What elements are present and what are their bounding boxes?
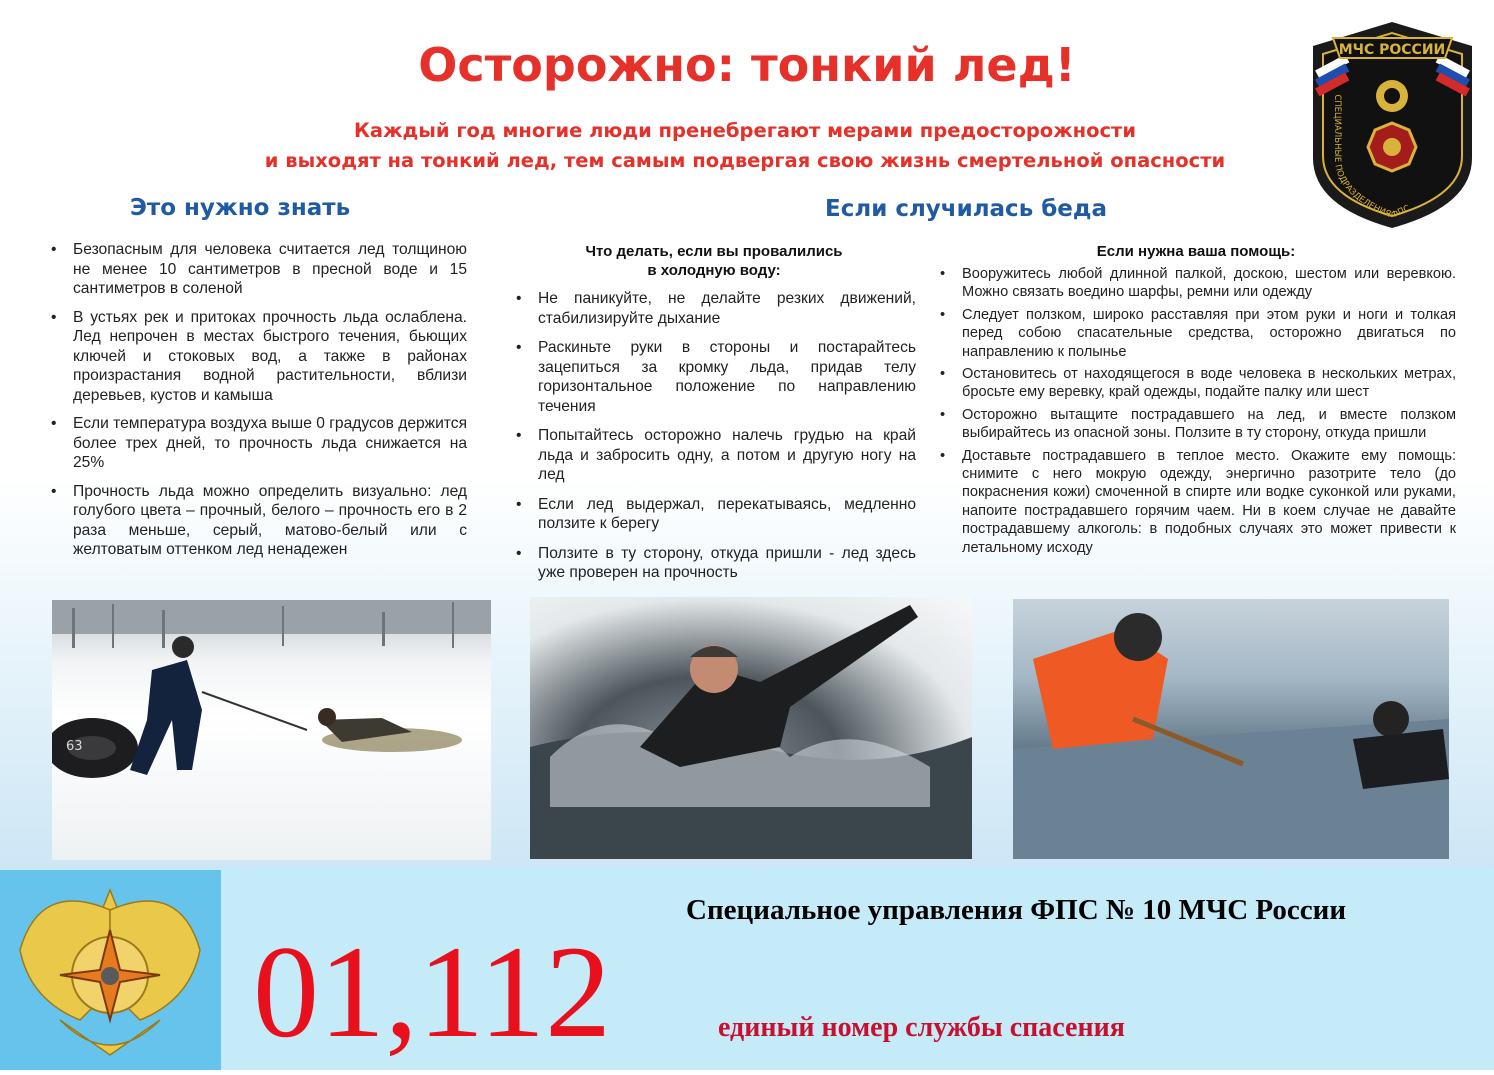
list-item: • Не паникуйте, не делайте резких движений, стабилизируйте дыхание xyxy=(512,289,916,328)
list-item: • Остановитесь от находящегося в воде человека в нескольких метрах, бросьте ему веревку, край одежды, подайте палку или шест xyxy=(936,365,1456,402)
help-heading: Если нужна ваша помощь: xyxy=(1096,243,1296,260)
mchs-fps-emblem xyxy=(1305,18,1480,228)
emblem-top-text: МЧС РОССИИ xyxy=(1338,42,1446,58)
list-item: • Осторожно вытащите пострадавшего на лед, и вместе ползком выбирайтесь из опасной зоны. Ползите в ту сторону, откуда пришли xyxy=(936,406,1456,443)
page-title: Осторожно: тонкий лед! xyxy=(418,38,1076,92)
list-item: • Вооружитесь любой длинной палкой, доскою, шестом или веревкою. Можно связать воедино шарфы, ремни или одежду xyxy=(936,265,1456,302)
list-item: • Попытайтесь осторожно налечь грудью на край льда и забросить одну, а потом и другую ногу на лед xyxy=(512,426,916,485)
list-item: • Если лед выдержал, перекатываясь, медленно ползите к берегу xyxy=(512,495,916,534)
emergency-phone-number: 01,112 xyxy=(253,918,612,1065)
know-heading: Это нужно знать xyxy=(130,195,351,221)
list-item: • Прочность льда можно определить визуально: лед голубого цвета – прочный, белого – прочность его в 2 раза меньше, серый, матово-белый или с желтоватым оттенком лед ненадежен xyxy=(47,482,467,560)
subtitle-line-2: и выходят на тонкий лед, тем самым подвергая свою жизнь смертельной опасности xyxy=(264,149,1226,172)
fell-in-heading-line1: Что делать, если вы провалились xyxy=(585,243,843,260)
subtitle-line-1: Каждый год многие люди пренебрегают мерами предосторожности xyxy=(353,119,1136,142)
fell-in-heading xyxy=(512,242,916,280)
list-item: • Если температура воздуха выше 0 градусов держится более трех дней, то прочность льда снижается на 25% xyxy=(47,414,467,473)
list-item: • Ползите в ту сторону, откуда пришли - лед здесь уже проверен на прочность xyxy=(512,544,916,583)
fell-in-list xyxy=(512,289,916,593)
help-list xyxy=(936,265,1456,561)
page-subtitle xyxy=(180,116,1310,176)
fell-in-heading-line2: в холодную воду: xyxy=(647,262,781,279)
photo-rescuer-on-ice xyxy=(1013,599,1449,859)
emblem-ring-text: СПЕЦИАЛЬНЫЕ ПОДРАЗДЕЛЕНИЯ ФПС xyxy=(1331,94,1412,221)
know-list xyxy=(47,240,467,569)
list-item: • В устьях рек и притоках прочность льда ослаблена. Лед непрочен в местах быстрого течения, бьющих ключей и стоковых вод, а также в районах произрастания водной растительности, вблизи деревьев, кустов и камыша xyxy=(47,308,467,406)
tire-number: 63 xyxy=(66,739,83,754)
list-item: • Безопасным для человека считается лед толщиною не менее 10 сантиметров в пресной воде и 15 сантиметров в соленой xyxy=(47,240,467,299)
photo-rescue-rope xyxy=(52,600,491,860)
list-item: • Раскиньте руки в стороны и постарайтесь зацепиться за кромку льда, придав телу горизонтальное положение по направлению течения xyxy=(512,338,916,416)
rescue-service-caption: единый номер службы спасения xyxy=(718,1012,1125,1043)
list-item: • Следует ползком, широко расставляя при этом руки и ноги и толкая перед собою спасательные средства, осторожно двигаться по направлению к полынье xyxy=(936,306,1456,361)
list-item: • Доставьте пострадавшего в теплое место. Окажите ему помощь: снимите с него мокрую одежду, энергично разотрите тело (до покраснения кожи) смоченной в спирте или водке суконкой или руками, напоите пострадавшего горячим чаем. Ни в коем случае не давайте пострадавшему алкоголь: в подобных случаях это может привести к летальному исходу xyxy=(936,447,1456,557)
organization-name: Специальное управления ФПС № 10 МЧС России xyxy=(686,894,1347,926)
mchs-eagle-icon xyxy=(0,870,221,1070)
mchs-logo-panel xyxy=(0,870,221,1070)
photo-person-in-water xyxy=(530,597,972,859)
trouble-heading: Если случилась беда xyxy=(825,196,1107,222)
